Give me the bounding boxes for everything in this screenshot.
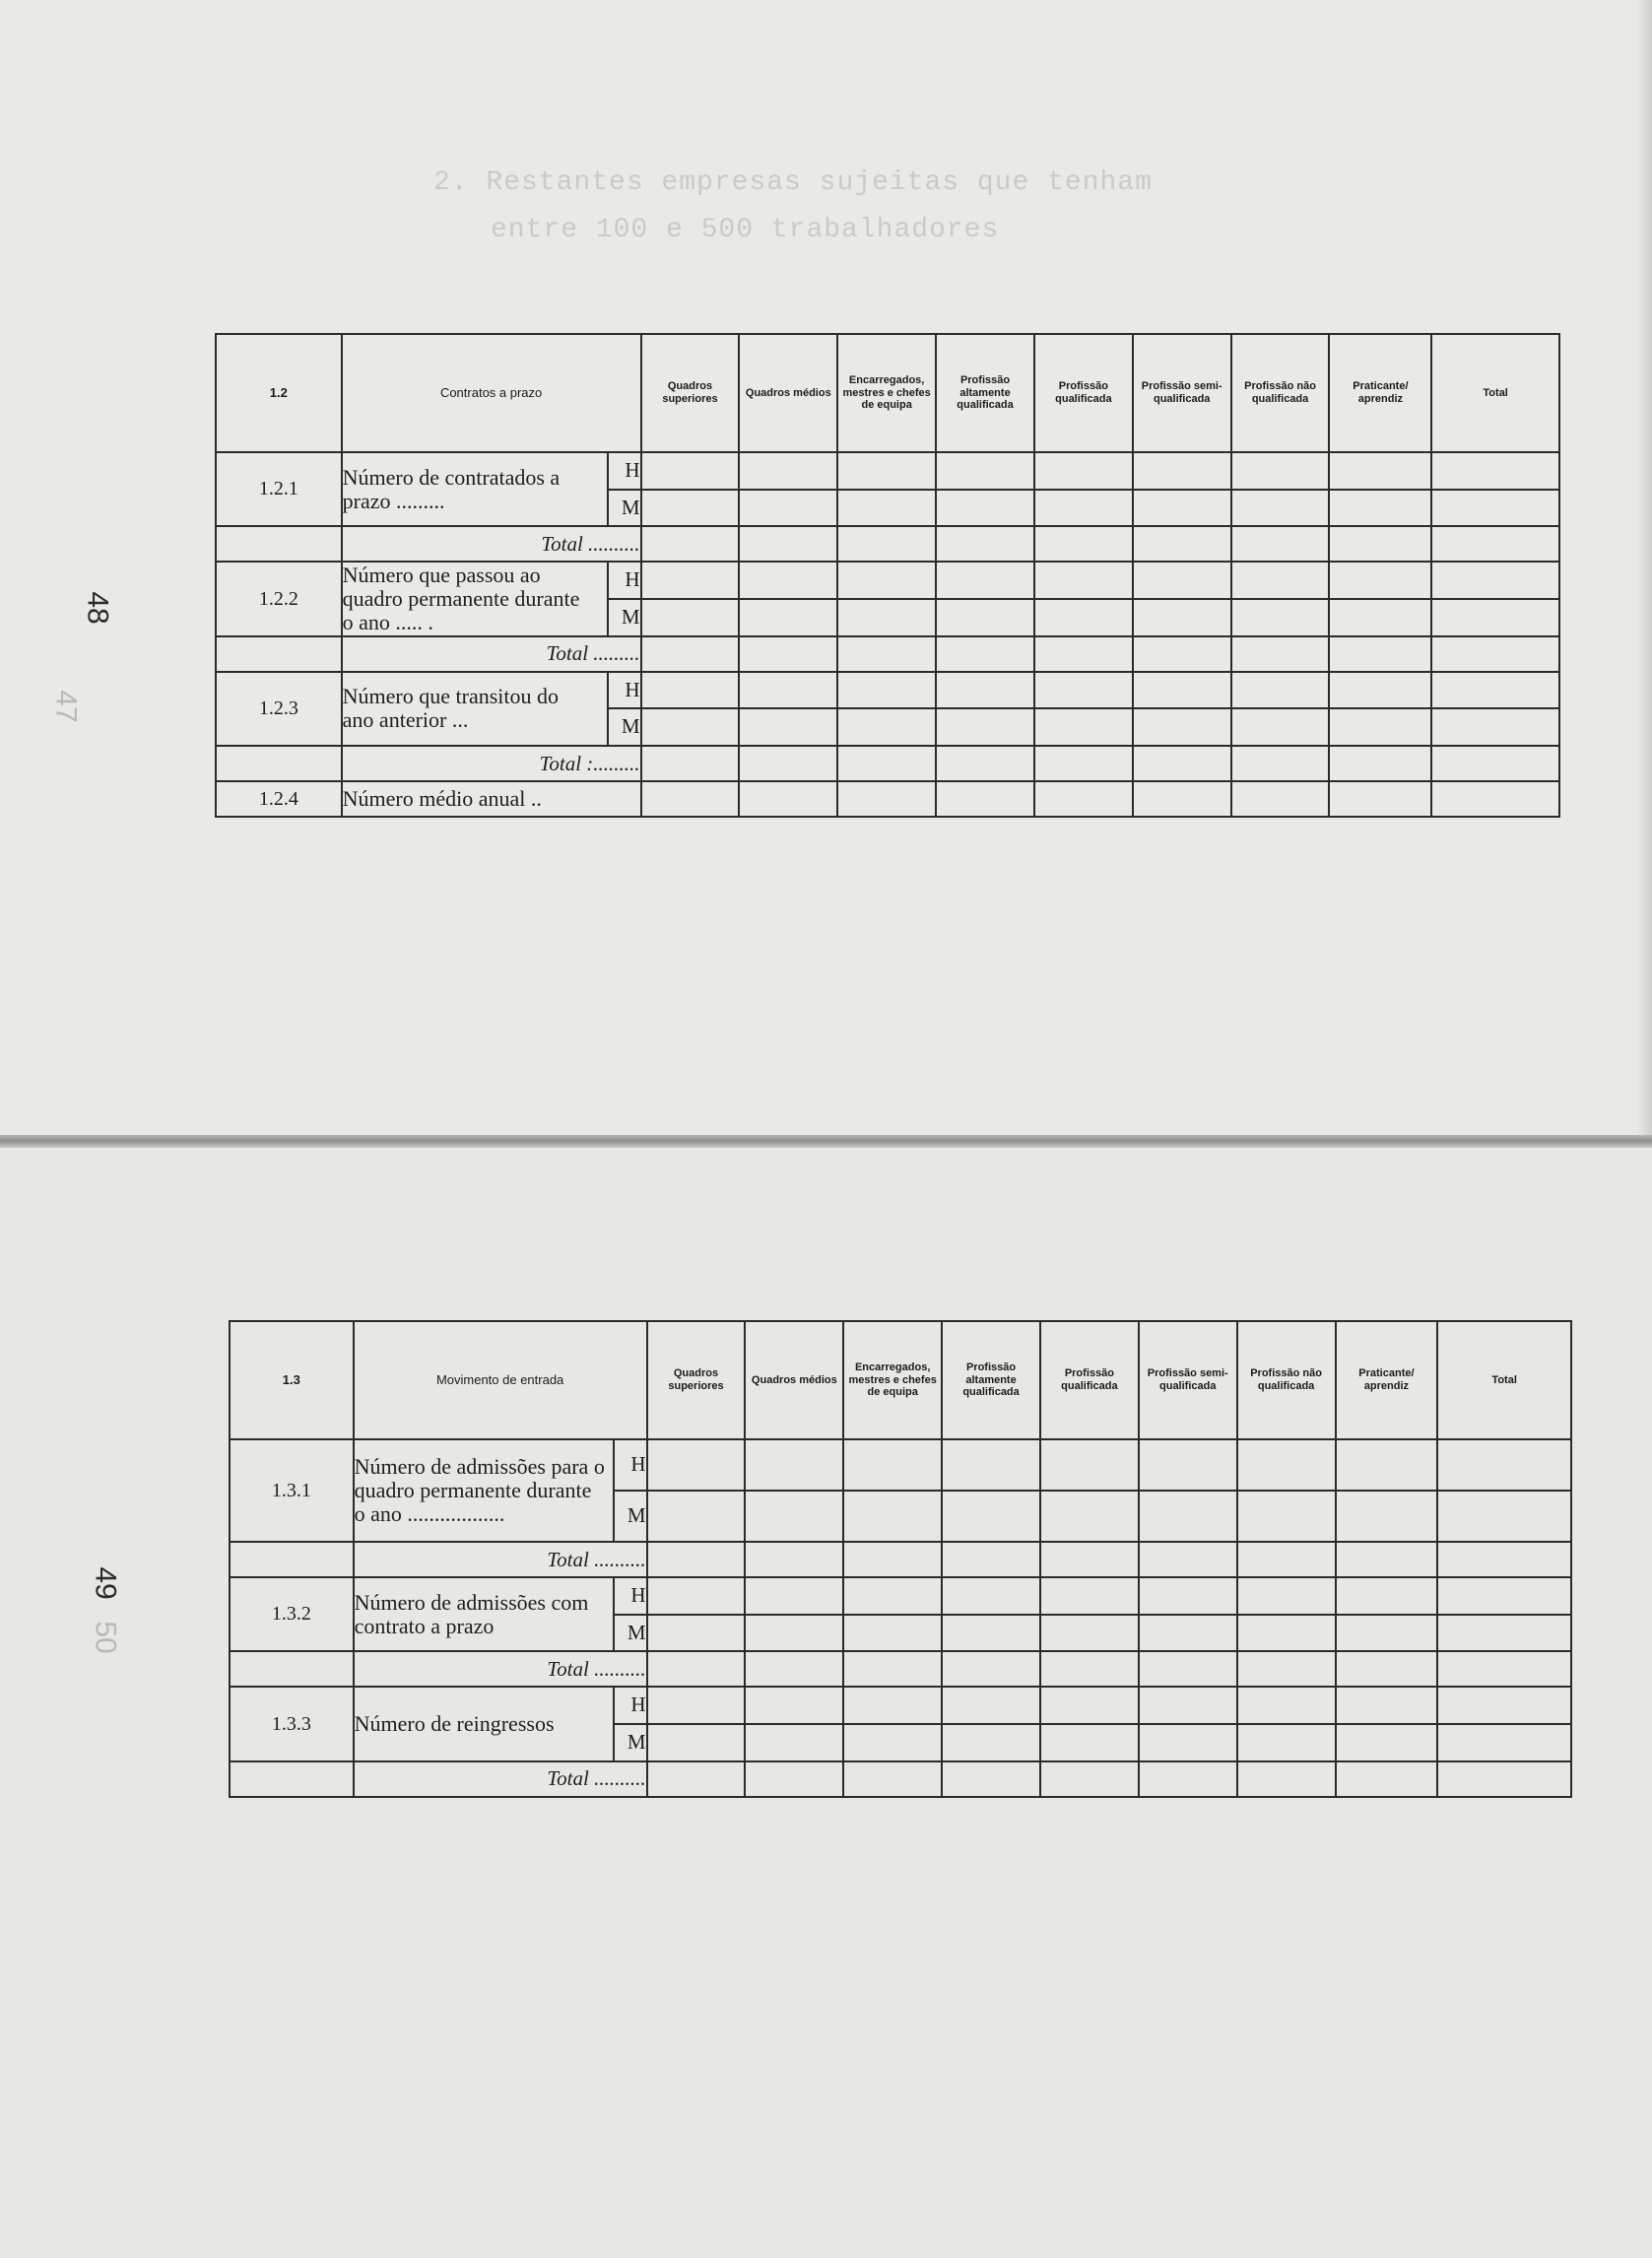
input-cell[interactable] — [1034, 452, 1133, 490]
show-through-page-number: 50 — [89, 1621, 122, 1654]
input-cell[interactable] — [1431, 672, 1559, 709]
men-label: H — [608, 672, 641, 709]
row-number: 1.3.3 — [230, 1687, 354, 1760]
input-cell[interactable] — [1034, 708, 1133, 746]
row-number: 1.2.4 — [216, 781, 342, 817]
input-cell[interactable] — [1034, 781, 1133, 817]
input-cell[interactable] — [1437, 1439, 1571, 1491]
input-cell[interactable] — [739, 672, 837, 709]
women-label: M — [608, 490, 641, 527]
input-cell[interactable] — [936, 562, 1034, 599]
input-cell[interactable] — [1437, 1724, 1571, 1761]
input-cell[interactable] — [1040, 1577, 1139, 1615]
input-cell[interactable] — [647, 1491, 746, 1542]
input-cell[interactable] — [1437, 1577, 1571, 1615]
input-cell[interactable] — [1329, 562, 1431, 599]
input-cell[interactable] — [942, 1651, 1040, 1687]
column-header: Quadros superiores — [641, 334, 740, 452]
contracts-table — [215, 333, 1560, 818]
table-number: 1.2 — [216, 334, 342, 452]
row-number-spacer — [216, 636, 342, 672]
input-cell[interactable] — [1237, 1687, 1336, 1724]
input-cell[interactable] — [1431, 526, 1559, 562]
row-label — [342, 562, 608, 635]
input-cell[interactable] — [1336, 1542, 1438, 1577]
input-cell[interactable] — [745, 1724, 843, 1761]
column-header: Praticante/ aprendiz — [1329, 334, 1431, 452]
input-cell[interactable] — [1437, 1615, 1571, 1652]
column-header: Total — [1431, 334, 1559, 452]
input-cell[interactable] — [936, 452, 1034, 490]
input-cell[interactable] — [1139, 1439, 1237, 1491]
input-cell[interactable] — [1034, 490, 1133, 527]
input-cell[interactable] — [1040, 1687, 1139, 1724]
input-cell[interactable] — [837, 636, 936, 672]
input-cell[interactable] — [745, 1439, 843, 1491]
row-number: 1.3.1 — [230, 1439, 354, 1542]
input-cell[interactable] — [1034, 746, 1133, 781]
input-cell[interactable] — [739, 746, 837, 781]
column-header: Profissão qualificada — [1040, 1321, 1139, 1439]
column-header: Encarregados, mestres e chefes de equipa — [843, 1321, 942, 1439]
input-cell[interactable] — [1034, 526, 1133, 562]
input-cell[interactable] — [641, 781, 740, 817]
input-cell[interactable] — [1231, 599, 1330, 636]
row-label — [342, 452, 608, 526]
input-cell[interactable] — [1133, 452, 1231, 490]
row-number: 1.3.2 — [230, 1577, 354, 1651]
input-cell[interactable] — [1231, 708, 1330, 746]
total-label: Total .......... — [354, 1761, 647, 1797]
input-cell[interactable] — [641, 490, 740, 527]
input-cell[interactable] — [1034, 562, 1133, 599]
total-label: Total .......... — [354, 1542, 647, 1577]
table-row — [230, 1651, 1571, 1687]
table-row — [230, 1761, 1571, 1797]
input-cell[interactable] — [739, 636, 837, 672]
men-label: H — [608, 562, 641, 599]
row-number-spacer — [230, 1761, 354, 1797]
total-label: Total .......... — [354, 1651, 647, 1687]
table-row-average — [216, 781, 1559, 817]
input-cell[interactable] — [647, 1577, 746, 1615]
input-cell[interactable] — [1237, 1651, 1336, 1687]
input-cell[interactable] — [1034, 636, 1133, 672]
column-header: Profissão altamente qualificada — [942, 1321, 1040, 1439]
table-row — [230, 1577, 1571, 1615]
page-edge-shadow — [1636, 0, 1652, 1135]
input-cell[interactable] — [745, 1651, 843, 1687]
input-cell[interactable] — [936, 636, 1034, 672]
input-cell[interactable] — [837, 562, 936, 599]
input-cell[interactable] — [641, 672, 740, 709]
input-cell[interactable] — [936, 781, 1034, 817]
input-cell[interactable] — [1139, 1687, 1237, 1724]
row-label: Número médio anual .. — [342, 781, 641, 817]
input-cell[interactable] — [1431, 781, 1559, 817]
input-cell[interactable] — [1437, 1687, 1571, 1724]
input-cell[interactable] — [936, 672, 1034, 709]
total-label: Total .......... — [342, 526, 641, 562]
input-cell[interactable] — [1040, 1761, 1139, 1797]
input-cell[interactable] — [1231, 672, 1330, 709]
section-1-3-3 — [230, 1687, 1571, 1796]
input-cell[interactable] — [647, 1651, 746, 1687]
table-row — [216, 672, 1559, 709]
row-label-text: Número de admissões com contrato a prazo — [354, 1589, 589, 1638]
input-cell[interactable] — [1133, 746, 1231, 781]
input-cell[interactable] — [942, 1615, 1040, 1652]
row-number: 1.2.1 — [216, 452, 342, 526]
input-cell[interactable] — [1431, 636, 1559, 672]
input-cell[interactable] — [843, 1542, 942, 1577]
input-cell[interactable] — [1336, 1651, 1438, 1687]
section-1-2-1 — [216, 452, 1559, 562]
input-cell[interactable] — [1133, 599, 1231, 636]
input-cell[interactable] — [1431, 746, 1559, 781]
column-header: Encarregados, mestres e chefes de equipa — [837, 334, 936, 452]
input-cell[interactable] — [1329, 490, 1431, 527]
input-cell[interactable] — [1336, 1687, 1438, 1724]
input-cell[interactable] — [745, 1491, 843, 1542]
input-cell[interactable] — [641, 746, 740, 781]
table-row — [216, 452, 1559, 490]
input-cell[interactable] — [1431, 599, 1559, 636]
input-cell[interactable] — [1237, 1542, 1336, 1577]
input-cell[interactable] — [942, 1724, 1040, 1761]
input-cell[interactable] — [739, 562, 837, 599]
bottom-page — [0, 1148, 1652, 2258]
women-label: M — [614, 1491, 647, 1542]
row-label-text: Número de reingressos — [354, 1710, 555, 1736]
input-cell[interactable] — [739, 599, 837, 636]
input-cell[interactable] — [843, 1615, 942, 1652]
input-cell[interactable] — [739, 452, 837, 490]
table-row — [216, 636, 1559, 672]
input-cell[interactable] — [843, 1439, 942, 1491]
row-label-text: Número que passou ao quadro permanente durante o ano ..... . — [342, 562, 580, 635]
input-cell[interactable] — [739, 526, 837, 562]
row-number-spacer — [216, 526, 342, 562]
section-1-3-1 — [230, 1439, 1571, 1577]
women-label: M — [608, 599, 641, 636]
column-header: Praticante/ aprendiz — [1336, 1321, 1438, 1439]
input-cell[interactable] — [647, 1724, 746, 1761]
input-cell[interactable] — [1133, 708, 1231, 746]
row-label-text: Número de admissões para o quadro permanente durante o ano .................. — [354, 1453, 605, 1527]
input-cell[interactable] — [837, 746, 936, 781]
table-row — [230, 1439, 1571, 1491]
input-cell[interactable] — [1139, 1761, 1237, 1797]
input-cell[interactable] — [837, 452, 936, 490]
row-label-text: Número de contratados a prazo ......... — [342, 464, 561, 513]
input-cell[interactable] — [1139, 1577, 1237, 1615]
row-label — [354, 1577, 614, 1651]
input-cell[interactable] — [942, 1491, 1040, 1542]
input-cell[interactable] — [1139, 1651, 1237, 1687]
input-cell[interactable] — [745, 1542, 843, 1577]
table-row — [216, 526, 1559, 562]
input-cell[interactable] — [641, 526, 740, 562]
input-cell[interactable] — [837, 708, 936, 746]
input-cell[interactable] — [1329, 672, 1431, 709]
input-cell[interactable] — [641, 636, 740, 672]
input-cell[interactable] — [1231, 781, 1330, 817]
table-header-row — [216, 334, 1559, 452]
section-1-3-2 — [230, 1577, 1571, 1687]
input-cell[interactable] — [1231, 746, 1330, 781]
input-cell[interactable] — [843, 1761, 942, 1797]
input-cell[interactable] — [1237, 1761, 1336, 1797]
input-cell[interactable] — [1040, 1615, 1139, 1652]
input-cell[interactable] — [936, 599, 1034, 636]
input-cell[interactable] — [1329, 599, 1431, 636]
input-cell[interactable] — [647, 1615, 746, 1652]
input-cell[interactable] — [1237, 1615, 1336, 1652]
input-cell[interactable] — [1133, 781, 1231, 817]
input-cell[interactable] — [1139, 1615, 1237, 1652]
input-cell[interactable] — [936, 708, 1034, 746]
input-cell[interactable] — [837, 526, 936, 562]
input-cell[interactable] — [647, 1687, 746, 1724]
column-header: Profissão altamente qualificada — [936, 334, 1034, 452]
women-label: M — [614, 1724, 647, 1761]
input-cell[interactable] — [843, 1577, 942, 1615]
input-cell[interactable] — [641, 708, 740, 746]
input-cell[interactable] — [1336, 1577, 1438, 1615]
input-cell[interactable] — [837, 490, 936, 527]
row-number-spacer — [230, 1542, 354, 1577]
input-cell[interactable] — [745, 1761, 843, 1797]
input-cell[interactable] — [1040, 1439, 1139, 1491]
input-cell[interactable] — [1437, 1542, 1571, 1577]
input-cell[interactable] — [936, 746, 1034, 781]
input-cell[interactable] — [1431, 490, 1559, 527]
input-cell[interactable] — [843, 1651, 942, 1687]
show-through-heading-1: 2. Restantes empresas sujeitas que tenham — [433, 167, 1153, 198]
input-cell[interactable] — [843, 1687, 942, 1724]
input-cell[interactable] — [1431, 452, 1559, 490]
column-header: Profissão não qualificada — [1231, 334, 1330, 452]
input-cell[interactable] — [1336, 1615, 1438, 1652]
input-cell[interactable] — [739, 490, 837, 527]
men-label: H — [608, 452, 641, 490]
input-cell[interactable] — [1437, 1491, 1571, 1542]
input-cell[interactable] — [745, 1577, 843, 1615]
input-cell[interactable] — [1040, 1724, 1139, 1761]
input-cell[interactable] — [1133, 526, 1231, 562]
input-cell[interactable] — [942, 1761, 1040, 1797]
row-label — [354, 1439, 614, 1542]
input-cell[interactable] — [1040, 1651, 1139, 1687]
book-fold — [0, 1135, 1652, 1148]
input-cell[interactable] — [1336, 1724, 1438, 1761]
input-cell[interactable] — [942, 1439, 1040, 1491]
input-cell[interactable] — [647, 1761, 746, 1797]
men-label: H — [614, 1577, 647, 1615]
men-label: H — [614, 1439, 647, 1491]
section-1-2-3 — [216, 672, 1559, 781]
table-header-row — [230, 1321, 1571, 1439]
show-through-page-number: 47 — [49, 690, 83, 723]
input-cell[interactable] — [1437, 1651, 1571, 1687]
input-cell[interactable] — [641, 562, 740, 599]
input-cell[interactable] — [1034, 599, 1133, 636]
input-cell[interactable] — [745, 1615, 843, 1652]
column-header: Quadros médios — [739, 334, 837, 452]
input-cell[interactable] — [1237, 1724, 1336, 1761]
input-cell[interactable] — [1040, 1542, 1139, 1577]
input-cell[interactable] — [1336, 1439, 1438, 1491]
input-cell[interactable] — [843, 1491, 942, 1542]
show-through-heading-2: entre 100 e 500 trabalhadores — [491, 215, 1000, 245]
input-cell[interactable] — [739, 708, 837, 746]
row-number: 1.2.3 — [216, 672, 342, 746]
input-cell[interactable] — [1329, 708, 1431, 746]
row-label — [342, 672, 608, 746]
row-number-spacer — [230, 1651, 354, 1687]
input-cell[interactable] — [1237, 1439, 1336, 1491]
input-cell[interactable] — [837, 599, 936, 636]
women-label: M — [614, 1615, 647, 1652]
input-cell[interactable] — [936, 490, 1034, 527]
input-cell[interactable] — [1139, 1491, 1237, 1542]
input-cell[interactable] — [942, 1577, 1040, 1615]
men-label: H — [614, 1687, 647, 1724]
page-number: 49 — [89, 1566, 122, 1600]
input-cell[interactable] — [1329, 746, 1431, 781]
column-header: Profissão semi-qualificada — [1133, 334, 1231, 452]
input-cell[interactable] — [1237, 1491, 1336, 1542]
row-number: 1.2.2 — [216, 562, 342, 635]
input-cell[interactable] — [1431, 708, 1559, 746]
input-cell[interactable] — [1231, 562, 1330, 599]
input-cell[interactable] — [1329, 781, 1431, 817]
input-cell[interactable] — [641, 599, 740, 636]
input-cell[interactable] — [1231, 636, 1330, 672]
input-cell[interactable] — [1431, 562, 1559, 599]
column-header: Profissão qualificada — [1034, 334, 1133, 452]
row-number-spacer — [216, 746, 342, 781]
input-cell[interactable] — [739, 781, 837, 817]
input-cell[interactable] — [843, 1724, 942, 1761]
input-cell[interactable] — [1139, 1542, 1237, 1577]
input-cell[interactable] — [1133, 490, 1231, 527]
page-number: 48 — [81, 591, 114, 625]
input-cell[interactable] — [1133, 562, 1231, 599]
input-cell[interactable] — [1034, 672, 1133, 709]
input-cell[interactable] — [837, 672, 936, 709]
table-row — [230, 1542, 1571, 1577]
section-1-2-2 — [216, 562, 1559, 671]
input-cell[interactable] — [1329, 636, 1431, 672]
column-header: Quadros médios — [745, 1321, 843, 1439]
table-row — [216, 562, 1559, 599]
input-cell[interactable] — [942, 1687, 1040, 1724]
row-label-text: Número que transitou do ano anterior ... — [342, 684, 560, 733]
input-cell[interactable] — [1329, 452, 1431, 490]
row-label — [354, 1687, 614, 1760]
input-cell[interactable] — [1231, 526, 1330, 562]
column-header: Profissão semi-qualificada — [1139, 1321, 1237, 1439]
input-cell[interactable] — [1133, 636, 1231, 672]
input-cell[interactable] — [1231, 490, 1330, 527]
input-cell[interactable] — [647, 1439, 746, 1491]
total-label: Total ......... — [342, 636, 641, 672]
column-header: Quadros superiores — [647, 1321, 746, 1439]
input-cell[interactable] — [942, 1542, 1040, 1577]
input-cell[interactable] — [1139, 1724, 1237, 1761]
input-cell[interactable] — [1336, 1491, 1438, 1542]
table-row — [216, 746, 1559, 781]
input-cell[interactable] — [1336, 1761, 1438, 1797]
table-title: Movimento de entrada — [354, 1321, 647, 1439]
table-number: 1.3 — [230, 1321, 354, 1439]
input-cell[interactable] — [647, 1542, 746, 1577]
input-cell[interactable] — [1237, 1577, 1336, 1615]
input-cell[interactable] — [1231, 452, 1330, 490]
input-cell[interactable] — [1329, 526, 1431, 562]
input-cell[interactable] — [1133, 672, 1231, 709]
table-row — [230, 1687, 1571, 1724]
input-cell[interactable] — [1040, 1491, 1139, 1542]
input-cell[interactable] — [745, 1687, 843, 1724]
total-label: Total :......... — [342, 746, 641, 781]
column-header: Profissão não qualificada — [1237, 1321, 1336, 1439]
input-cell[interactable] — [936, 526, 1034, 562]
table-title: Contratos a prazo — [342, 334, 641, 452]
input-cell[interactable] — [837, 781, 936, 817]
column-header: Total — [1437, 1321, 1571, 1439]
entry-movement-table — [229, 1320, 1572, 1798]
input-cell[interactable] — [1437, 1761, 1571, 1797]
women-label: M — [608, 708, 641, 746]
input-cell[interactable] — [641, 452, 740, 490]
